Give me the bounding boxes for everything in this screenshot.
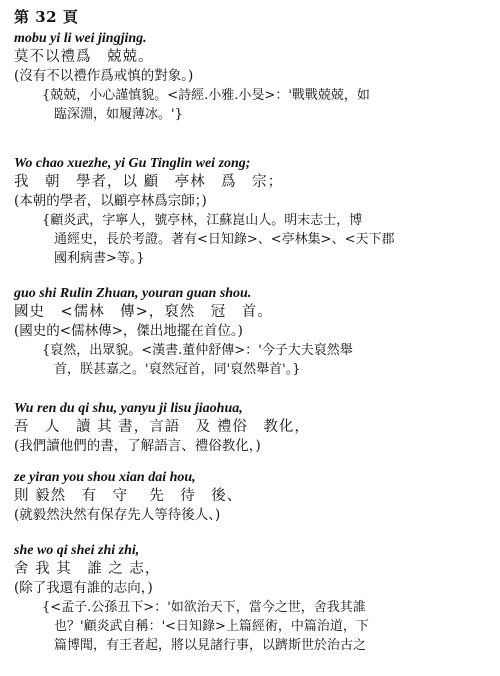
- entry-1: [14, 30, 494, 124]
- note-line: {<孟子.公孫丑下>：'如欲治天下，當今之世，舍我其誰: [42, 600, 366, 615]
- chinese-text-line: 莫不以禮爲 兢兢。: [14, 49, 154, 65]
- page-number: 第 32 頁: [14, 8, 79, 26]
- entry-4: [14, 400, 494, 456]
- pinyin-line: mobu yi li wei jingjing.: [14, 31, 147, 46]
- annotation-note: [42, 86, 482, 124]
- annotation-note: [42, 341, 482, 379]
- annotation-note: [42, 211, 482, 268]
- note-line: {裒然，出眾貌。<漢書.董仲舒傳>：'今子大夫裒然舉: [42, 343, 353, 358]
- chinese-text-line: 國史 <儒林 傳>，裒然 冠 首。: [14, 304, 273, 320]
- translation-line: (國史的<儒林傳>，傑出地擺在首位。): [14, 323, 243, 339]
- translation-line: (沒有不以禮作爲戒慎的對象。): [14, 68, 194, 84]
- translation-line: (就毅然決然有保存先人等待後人、): [14, 507, 221, 523]
- note-line: 也？'顧炎武自稱：'<日知錄>上篇經術，中篇治道，下: [54, 619, 369, 634]
- translation-line: (除了我還有誰的志向，): [14, 580, 153, 596]
- entry-2: [14, 155, 494, 268]
- note-line: 國利病書>等。}: [54, 251, 145, 266]
- note-line: {兢兢，小心謹慎貌。<詩經.小雅.小旻>：'戰戰兢兢，如: [42, 88, 370, 103]
- entry-6: [14, 542, 494, 655]
- chinese-text-line: 舍 我 其 誰 之 志，: [14, 561, 161, 577]
- entry-3: [14, 285, 494, 379]
- pinyin-line: she wo qi shei zhi zhi,: [14, 543, 140, 558]
- chinese-text-line: 我 朝 學者，以 顧 亭林 爲 宗；: [14, 174, 284, 190]
- annotation-note: [42, 598, 482, 655]
- note-line: 通經史，長於考證。著有<日知錄>、<亭林集>、<天下郡: [54, 232, 395, 247]
- pinyin-line: Wo chao xuezhe, yi Gu Tinglin wei zong;: [14, 156, 251, 171]
- chinese-text-line: 吾 人 讀 其 書，言語 及 禮俗 教化，: [14, 419, 310, 435]
- translation-line: (本朝的學者，以顧亭林爲宗師；): [14, 193, 207, 209]
- note-line: {顧炎武，字寧人，號亭林，江蘇崑山人。明末志士，博: [42, 213, 363, 228]
- chinese-text-line: 則 毅然 有 守 先 待 後、: [14, 488, 243, 504]
- pinyin-line: ze yiran you shou xian dai hou,: [14, 470, 196, 485]
- pinyin-line: guo shi Rulin Zhuan, youran guan shou.: [14, 286, 252, 301]
- entry-5: [14, 469, 494, 525]
- note-line: 篇博聞，有王者起，將以見諸行事，以躋斯世於治古之: [54, 638, 367, 653]
- pinyin-line: Wu ren du qi shu, yanyu ji lisu jiaohua,: [14, 401, 243, 416]
- translation-line: (我們讀他們的書，了解語言、禮俗教化，): [14, 438, 261, 454]
- note-line: 臨深淵，如履薄冰。'}: [54, 107, 183, 122]
- note-line: 首，朕甚嘉之。'裒然冠首，同'裒然舉首'。}: [54, 362, 301, 377]
